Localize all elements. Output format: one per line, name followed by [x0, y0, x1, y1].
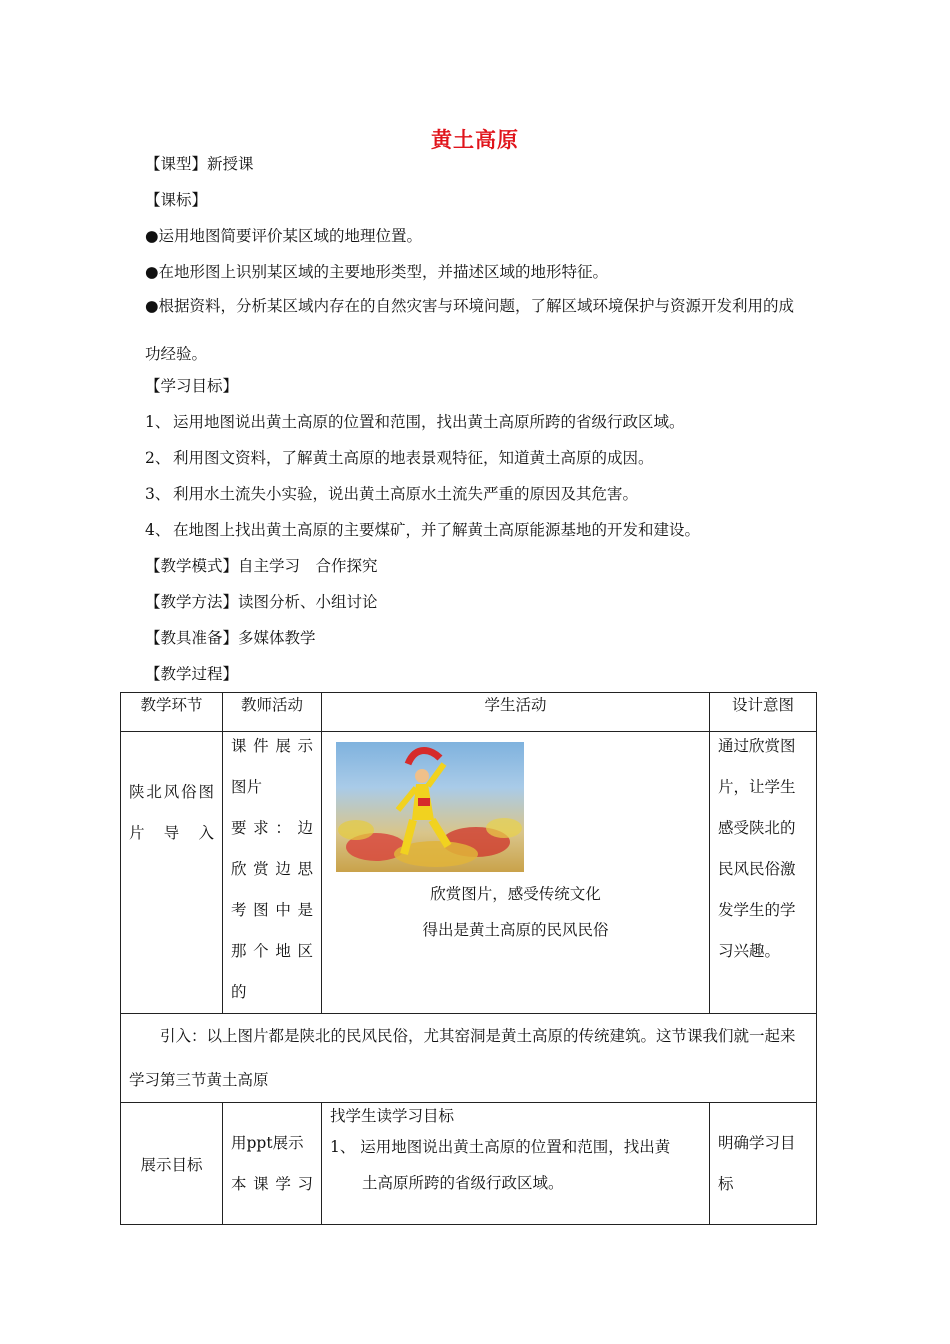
process-table: [120, 692, 817, 1225]
process-heading: 【教学过程】: [145, 665, 239, 683]
teacher-line: 欣赏边思: [231, 860, 313, 878]
table-row: [121, 732, 817, 1014]
standard-item: ●根据资料，分析某区域内存在的自然灾害与环境问题，了解区域环境保护与资源开发利用的成功经验。: [145, 297, 795, 363]
goal-text: 运用地图说出黄土高原的位置和范围，找出黄土高原所跨的省级行政区域。: [173, 413, 685, 431]
goal-text: 利用水土流失小实验，说出黄土高原水土流失严重的原因及其危害。: [173, 485, 639, 503]
intent-lines: [710, 1123, 816, 1205]
intent-line: 发学生的学: [718, 901, 796, 919]
standard-item: ●在地形图上识别某区域的主要地形类型，并描述区域的地形特征。: [145, 263, 609, 281]
stage-cell: [121, 1103, 223, 1225]
intro-row: [121, 1014, 817, 1103]
teacher-line: 课件展示: [231, 737, 313, 755]
goal-item: [145, 482, 638, 504]
student-cell: [322, 1103, 710, 1225]
teacher-line: 用ppt展示: [231, 1133, 304, 1152]
student-line: 找学生读学习目标: [330, 1107, 455, 1125]
intent-lines: [710, 726, 816, 972]
intent-line: 感受陕北的: [718, 819, 796, 837]
doc-title: 黄土高原: [431, 127, 519, 152]
shaanbei-folk-dance-photo: [336, 742, 524, 872]
teacher-lines: [223, 726, 321, 1013]
header-cell: 学生活动: [322, 693, 710, 732]
intent-line: 通过欣赏图: [718, 737, 796, 755]
dancer-image: [336, 742, 524, 872]
teacher-line: 考图中是: [231, 901, 313, 919]
intent-line: 习兴趣。: [718, 942, 781, 960]
header-cell: 教师活动: [223, 693, 322, 732]
teaching-method: 【教学方法】读图分析、小组讨论: [145, 593, 378, 611]
stage-text: 展示目标: [140, 1155, 203, 1174]
student-caption: 欣赏图片，感受传统文化: [430, 885, 601, 903]
teacher-line: 要求：边: [231, 819, 313, 837]
teaching-mode: 【教学模式】自主学习 合作探究: [145, 557, 378, 575]
goal-text: 利用图文资料，了解黄土高原的地表景观特征，知道黄土高原的成因。: [173, 449, 654, 467]
student-line: 1、 运用地图说出黄土高原的位置和范围，找出黄: [330, 1138, 671, 1156]
goal-num: 4、: [145, 521, 171, 539]
intro-cell: [121, 1014, 817, 1103]
goal-num: 3、: [145, 485, 171, 503]
teacher-line: 的: [231, 983, 247, 1001]
standard-item: ●运用地图简要评价某区域的地理位置。: [145, 227, 423, 245]
intent-cell: [710, 1103, 817, 1225]
teacher-line: 图片: [231, 778, 263, 796]
intro-text: 引入：以上图片都是陕北的民风民俗，尤其窑洞是黄土高原的传统建筑。这节课我们就一起来学习第三节黄土高原: [129, 1027, 796, 1089]
student-line: 土高原所跨的省级行政区域。: [362, 1174, 564, 1192]
student-caption: 得出是黄土高原的民风民俗: [422, 921, 609, 939]
intent-cell: [710, 732, 817, 1014]
intent-line: 民风民俗激: [718, 860, 796, 878]
goal-text: 在地图上找出黄土高原的主要煤矿，并了解黄土高原能源基地的开发和建设。: [173, 521, 701, 539]
table-row: [121, 1103, 817, 1225]
teacher-line: 那个地区: [231, 942, 313, 960]
teacher-line: 本课学习: [231, 1174, 313, 1193]
course-type: 【课型】新授课: [145, 155, 254, 173]
goal-item: [145, 518, 700, 540]
standard-heading: 【课标】: [145, 191, 208, 209]
header-cell: 教学环节: [121, 693, 223, 732]
goals-heading: 【学习目标】: [145, 377, 239, 395]
student-cell: [322, 732, 710, 1014]
intent-line: 明确学习目: [718, 1133, 796, 1152]
goal-num: 2、: [145, 449, 171, 467]
student-lines: [322, 1103, 709, 1201]
teacher-lines: [223, 1123, 321, 1205]
intent-line: 片，让学生: [718, 778, 796, 796]
teacher-cell: [223, 732, 322, 1014]
intent-line: 标: [718, 1174, 734, 1193]
goal-num: 1、: [145, 413, 171, 431]
teaching-tools: 【教具准备】多媒体教学: [145, 629, 316, 647]
stage-text: 陕北风俗图片导入: [129, 783, 214, 842]
header-cell: 设计意图: [710, 693, 817, 732]
stage-cell: [121, 732, 223, 1014]
teacher-cell: [223, 1103, 322, 1225]
goal-item: [145, 410, 685, 432]
goal-item: [145, 446, 654, 468]
